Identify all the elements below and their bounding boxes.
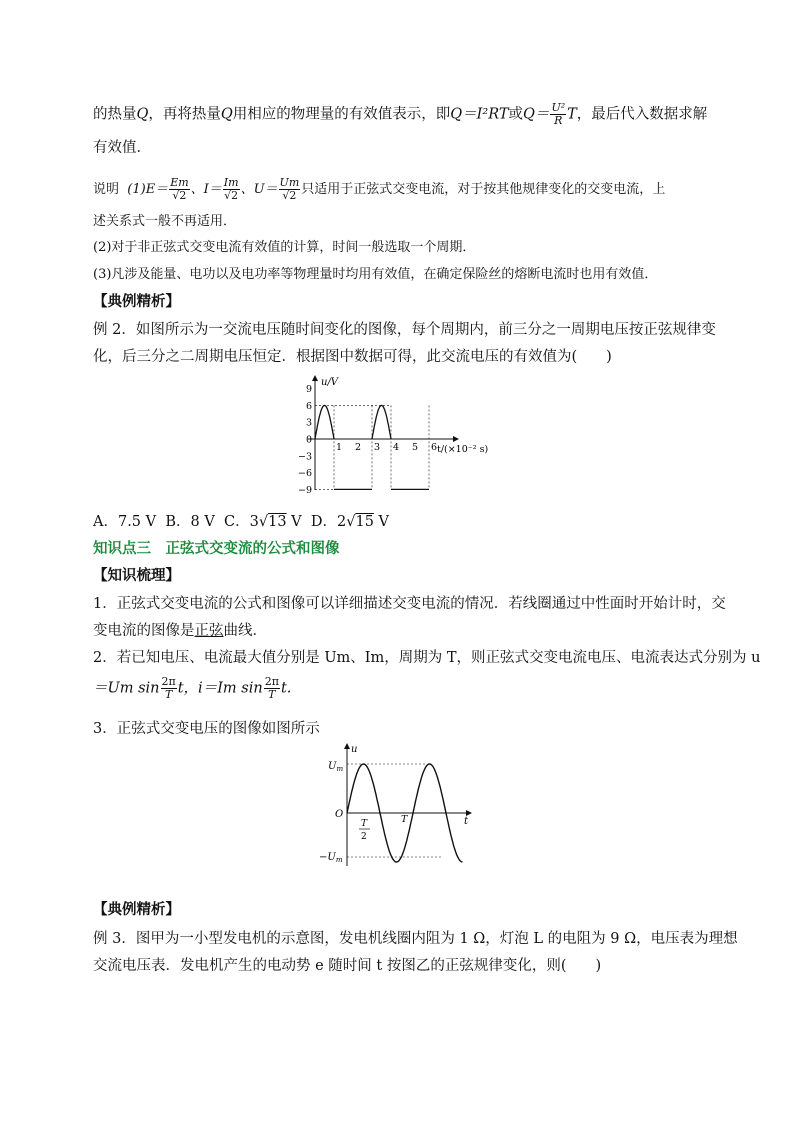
fraction-um — [279, 177, 301, 202]
example3-line1: 例 3．图甲为一小型发电机的示意图，发电机线圈内阻为 1 Ω，灯泡 L 的电阻为 9 Ω，电压表为理想 — [93, 931, 738, 947]
symbol-q: Q — [220, 106, 233, 123]
y-tick-label: 0 — [305, 434, 312, 446]
sine-half-series — [372, 405, 391, 439]
x-tick-t: T — [401, 814, 408, 825]
numerator: 2π — [264, 675, 279, 688]
text: D．2 — [310, 514, 347, 530]
k2-line1: 2．若已知电压、电流最大值分别是 Um、Im，周期为 T，则正弦式交变电流电压、电流表达式分别为 u — [93, 650, 761, 666]
chart-voltage-time — [290, 374, 510, 496]
text: 的热量 — [93, 106, 137, 123]
denominator: R — [554, 114, 563, 127]
radicand: 15 — [355, 514, 374, 530]
text: V — [286, 514, 302, 530]
x-axis-label: t — [464, 816, 469, 827]
note-line2: 述关系式一般不再适用． — [93, 214, 237, 229]
paragraph-effective-value-line1 — [93, 101, 708, 127]
y-tick-label: −9 — [297, 484, 312, 496]
x-axis-label: t/(×10⁻² s) — [437, 444, 489, 455]
option-c[interactable] — [224, 514, 302, 530]
text: 用相应的物理量的有效值表示，即 — [232, 106, 451, 123]
chart-sine-voltage — [315, 742, 475, 870]
symbol-q: Q — [136, 106, 149, 123]
formula-part: Q＝ — [523, 106, 550, 123]
y-tick-label: 6 — [305, 400, 312, 412]
denominator: √2 — [224, 189, 239, 202]
numerator: Em — [170, 176, 189, 189]
text: V — [373, 514, 390, 530]
fraction-2pi-over-t — [161, 676, 177, 701]
formula-joule: Q＝I²RT — [450, 106, 509, 123]
x-tick-label: 6 — [430, 442, 438, 453]
text: 或 — [508, 106, 524, 123]
fraction-u2-over-r — [550, 102, 566, 127]
formula-part: T — [567, 106, 577, 123]
option-d[interactable] — [311, 514, 389, 530]
formula-part: (1)E＝ — [127, 182, 169, 197]
example3-line2: 交流电压表．发电机产生的电动势 e 随时间 t 按图乙的正弦规律变化，则( ) — [93, 958, 602, 974]
formula-part: 、U＝ — [240, 182, 278, 197]
k2-line2 — [93, 676, 705, 701]
section3-title: 知识点三 正弦式交变流的公式和图像 — [93, 540, 340, 557]
numerator: Im — [223, 176, 239, 189]
knowledge-heading: 【知识梳理】 — [93, 567, 180, 584]
y-axis-label: u/V — [321, 377, 339, 388]
formula-part: t. — [280, 680, 292, 697]
y-tick-label: 9 — [305, 384, 312, 396]
text: 只适用于正弦式交变电流，对于按其他规律变化的交变电流，上 — [301, 182, 666, 197]
fraction-2pi-over-t — [264, 676, 280, 701]
text: 变电流的图像是 — [93, 623, 195, 639]
answer-options — [93, 512, 705, 532]
note-item-2: (2)对于非正弦式交变电流有效值的计算，时间一般选取一个周期． — [93, 240, 476, 255]
fraction-im — [223, 177, 240, 202]
k1-line1: 1．正弦式交变电流的公式和图像可以详细描述交变电流的情况．若线圈通过中性面时开始计时，交 — [93, 596, 726, 612]
radicand: 13 — [268, 514, 287, 530]
note-label: 说明 — [93, 182, 120, 197]
formula-part: 、I＝ — [190, 182, 222, 197]
k3-line: 3．正弦式交变电压的图像如图所示 — [93, 721, 320, 737]
option-a[interactable]: A．7.5 V — [93, 514, 157, 530]
numerator: 2π — [161, 675, 176, 688]
text: ，最后代入数据求解 — [576, 106, 708, 123]
numerator: Um — [279, 176, 300, 189]
x-tick-label: 1 — [335, 442, 343, 453]
example2-line1: 例 2．如图所示为一交流电压随时间变化的图像，每个周期内，前三分之一周期电压按正弦规律变 — [93, 322, 716, 338]
x-tick-label: 3 — [373, 442, 381, 453]
example-heading: 【典例精析】 — [93, 901, 180, 918]
sqrt-sign: √ — [258, 514, 269, 530]
x-tick-t-half-den: 2 — [361, 832, 367, 842]
formula-part: ＝Um sin — [93, 680, 160, 697]
sine-half-series — [315, 405, 334, 439]
paragraph-effective-value-line2: 有效值． — [93, 140, 151, 156]
x-tick-label: 4 — [392, 442, 400, 453]
text: ，再将热量 — [148, 106, 221, 123]
example2-line2: 化，后三分之二周期电压恒定．根据图中数据可得，此交流电压的有效值为( ) — [93, 349, 612, 365]
origin-label: O — [335, 809, 344, 820]
y-axis-label: u — [351, 744, 358, 755]
k1-line2 — [93, 621, 705, 641]
x-tick-t-half: T — [361, 819, 368, 829]
note-line1 — [93, 177, 705, 202]
fraction-em — [169, 177, 189, 202]
underlined-answer: 正弦 — [194, 623, 224, 639]
denominator: √2 — [172, 189, 187, 202]
denominator: T — [268, 688, 276, 701]
x-tick-label: 2 — [354, 442, 362, 453]
numerator: U² — [551, 101, 566, 114]
y-tick-neg-um: $-U_m$ — [319, 852, 343, 864]
formula-part: t，i＝Im sin — [177, 680, 263, 697]
text: 曲线． — [223, 623, 267, 639]
x-tick-label: 5 — [411, 442, 419, 453]
denominator: T — [164, 688, 173, 701]
y-tick-um: $U_m$ — [328, 761, 344, 773]
y-tick-label: −3 — [297, 451, 312, 463]
text: C．3 — [224, 514, 259, 530]
y-tick-label: 3 — [305, 417, 312, 429]
denominator: √2 — [282, 189, 297, 202]
sqrt-sign: √ — [346, 514, 356, 530]
example-heading: 【典例精析】 — [93, 293, 180, 310]
note-item-3: (3)凡涉及能量、电功以及电功率等物理量时均用有效值，在确定保险丝的熔断电流时也用有效值． — [93, 267, 658, 282]
option-b[interactable]: B．8 V — [165, 514, 215, 530]
y-tick-label: −6 — [297, 468, 312, 480]
